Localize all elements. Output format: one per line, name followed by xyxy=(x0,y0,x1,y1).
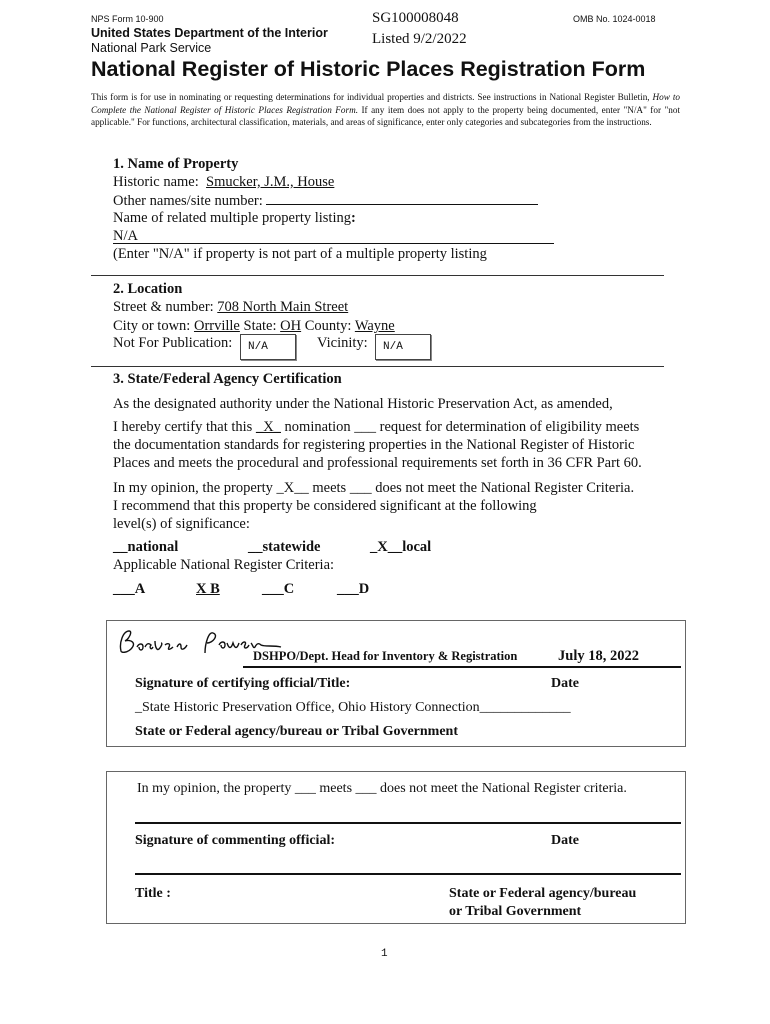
criteria-label: Applicable National Register Criteria: xyxy=(113,557,335,573)
certification-text: I hereby certify that this _X_ nomination ___ request for determination of eligibility meets the documentation standards for registering properties in the National Register of Historic Places and meets the procedural and professional requirements set forth in 36 CFR Part 60. xyxy=(113,419,642,471)
signer-title: DSHPO/Dept. Head for Inventory & Registration xyxy=(253,649,518,663)
city-state-county: City or town: Orrville State: OH County: Wayne xyxy=(113,318,395,334)
meets-check: _X__ xyxy=(276,480,309,496)
agency-value: _State Historic Preservation Office, Ohio History Connection_____________ xyxy=(135,700,571,715)
historic-name: Historic name: Smucker, J.M., House xyxy=(113,174,335,190)
signature-line xyxy=(243,666,681,668)
form-number: NPS Form 10-900 xyxy=(91,14,164,24)
divider xyxy=(91,275,664,276)
date-label: Date xyxy=(551,676,579,691)
criterion-a: ___A xyxy=(113,581,146,597)
page-number: 1 xyxy=(381,948,388,960)
signed-date: July 18, 2022 xyxy=(558,648,639,664)
other-names-field xyxy=(266,191,538,205)
authority-text: As the designated authority under the National Historic Preservation Act, as amended, xyxy=(113,396,613,412)
level-local: _X__local xyxy=(370,539,432,555)
criterion-c: ___C xyxy=(262,581,295,597)
section1-heading: 1. Name of Property xyxy=(113,156,239,172)
comment-signature-label: Signature of commenting official: xyxy=(135,833,335,848)
page-title: National Register of Historic Places Registration Form xyxy=(91,57,646,81)
level-national: __national xyxy=(113,539,179,555)
listed-date: Listed 9/2/2022 xyxy=(372,31,467,47)
agency-label: State or Federal agency/bureau or Tribal Government xyxy=(135,724,459,739)
nomination-check: _X_ xyxy=(255,419,281,435)
comment-title-label: Title : xyxy=(135,886,171,901)
criterion-b: X B xyxy=(196,581,220,597)
street-number: Street & number: 708 North Main Street xyxy=(113,299,349,315)
department: United States Department of the Interior xyxy=(91,26,328,40)
not-for-publication-field[interactable]: N/A xyxy=(240,334,296,360)
divider xyxy=(91,366,664,367)
criterion-d: ___D xyxy=(337,581,370,597)
related-listing-value: N/A xyxy=(113,227,554,244)
intro-text: This form is for use in nominating or requesting determinations for individual properties and districts. See instructions in National Register Bulletin, How to Complete the National Register of Historic Places Registration Form. If any item does not apply to the property being documented, enter "N/A" for "not applicable." For functions, architectural classification, materials, and areas of significance, enter only categories and subcategories from the instructions. xyxy=(91,92,680,128)
not-for-publication-label: Not For Publication: xyxy=(113,335,233,351)
other-names: Other names/site number: xyxy=(113,191,538,210)
section2-heading: 2. Location xyxy=(113,281,183,297)
level-statewide: __statewide xyxy=(248,539,321,555)
opinion-text: In my opinion, the property _X__ meets ___ does not meet the National Register Criteria. I recommend that this property be considered significant at the following level(s) of significance: xyxy=(113,480,635,532)
comment-agency-line2: or Tribal Government xyxy=(449,904,582,919)
reference-number: SG100008048 xyxy=(372,10,459,26)
comment-title-line xyxy=(135,873,681,875)
section3-heading: 3. State/Federal Agency Certification xyxy=(113,371,342,387)
comment-signature-line xyxy=(135,822,681,824)
vicinity-field[interactable]: N/A xyxy=(375,334,431,360)
related-listing-note: (Enter "N/A" if property is not part of a multiple property listing xyxy=(113,246,487,262)
vicinity-label: Vicinity: xyxy=(317,335,368,351)
signature-label: Signature of certifying official/Title: xyxy=(135,676,351,691)
historic-name-value: Smucker, J.M., House xyxy=(206,174,335,190)
related-listing-label: Name of related multiple property listing: xyxy=(113,210,356,226)
service: National Park Service xyxy=(91,41,212,55)
comment-opinion: In my opinion, the property ___ meets ___ does not meet the National Register criteria. xyxy=(137,781,627,796)
comment-agency-line1: State or Federal agency/bureau xyxy=(449,886,637,901)
comment-date-label: Date xyxy=(551,833,579,848)
omb-number: OMB No. 1024-0018 xyxy=(573,14,656,24)
